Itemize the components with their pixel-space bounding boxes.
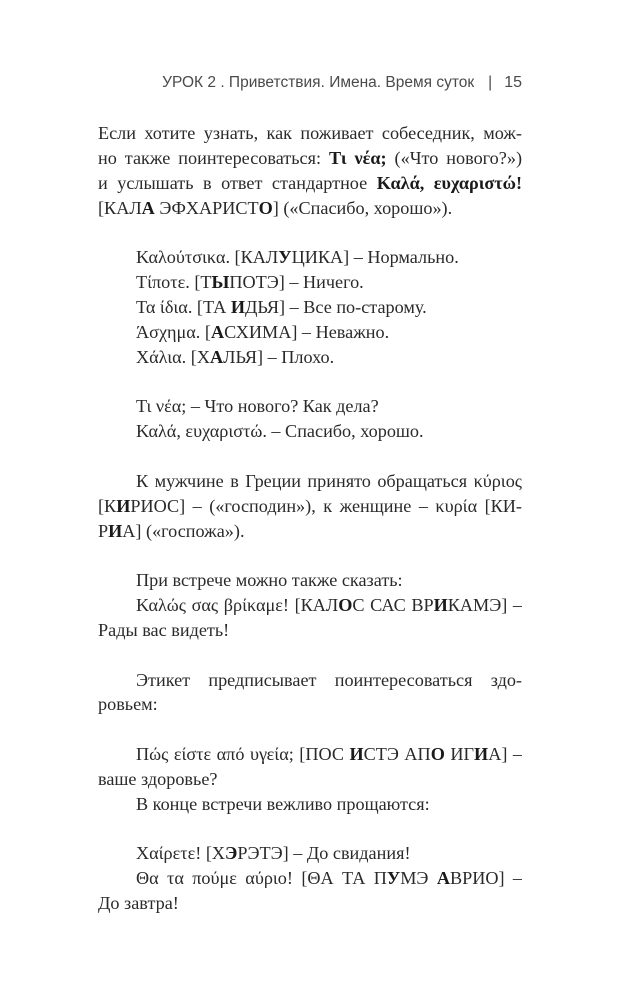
stressed-text: Э [225,843,238,864]
text-segment: Р [98,520,109,541]
stressed-text: У [386,868,401,889]
header-separator: | [488,74,493,91]
blank-line [98,717,522,742]
text-line [98,767,522,792]
text-segment: До завтра! [98,893,179,914]
stressed-text: О [258,197,273,218]
stressed-text: Τι νέα; [329,147,387,168]
text-segment: РИОС] – («господин»), к женщине – κυρία [КИ- [130,495,522,516]
blank-line [98,369,522,394]
text-segment: СТЭ АП [363,744,431,765]
text-segment: но также поинтересоваться: [98,147,330,168]
text-segment: [КАЛ [98,197,142,218]
stressed-text: И [433,595,448,616]
text-line [98,593,522,618]
text-segment: Καλούτσικα. [КАЛ [136,247,279,268]
stressed-text: А [210,321,225,342]
text-segment: Если хотите узнать, как поживает собеседник, мож- [98,123,522,143]
text-segment: Άσχημα. [ [136,321,211,342]
text-line [98,568,522,593]
text-segment: ПОТЭ] – Ничего. [229,272,364,293]
text-segment: Τα ίδια. [ТА [136,296,231,317]
text-segment: ДЬЯ] – Все по-старому. [245,296,427,317]
text-line [98,320,522,345]
blank-line [98,220,522,245]
stressed-text: И [230,296,246,317]
text-line [98,419,522,444]
stressed-text: А [436,868,450,889]
text-line [98,245,522,270]
text-segment: А] («госпожа»). [122,520,245,541]
text-line [98,841,522,866]
text-line [98,171,522,196]
text-segment: Τίποτε. [Т [136,272,212,293]
text-segment: ИГ [444,744,475,765]
text-line [98,792,522,817]
text-line [98,891,522,916]
text-segment: В конце встречи вежливо прощаются: [136,793,430,814]
blank-line [98,543,522,568]
stressed-text: Καλά, ευχαριστώ! [376,172,522,193]
running-title: УРОК 2 . Приветствия. Имена. Время суток [162,74,475,91]
text-segment: Θα τα πούμε αύριο! [ΘА ТА П [136,868,387,889]
stressed-text: И [474,744,489,765]
text-segment: ВРИО] – [449,868,522,889]
text-segment: С САС ВР [352,595,434,616]
blank-line [98,444,522,469]
text-segment: Τι νέα; – Что нового? Как дела? [136,396,379,417]
text-segment: ЭФХАРИСТ [154,197,259,218]
text-segment: Χάλια. [Х [136,346,210,367]
stressed-text: У [278,247,292,268]
text-line [98,146,522,171]
text-line [98,519,522,544]
stressed-text: Ы [211,272,230,293]
text-segment: СХИМА] – Неважно. [224,321,390,342]
text-segment: МЭ [400,868,437,889]
text-line [98,742,522,767]
text-segment: Καλά, ευχαριστώ. – Спасибо, хорошо. [136,421,424,442]
text-line [98,270,522,295]
stressed-text: А [209,346,224,367]
text-segment: ЦИКА] – Нормально. [291,247,459,268]
text-segment: ] («Спасибо, хорошо»). [272,197,453,218]
text-segment: КАМЭ] – [447,595,522,616]
text-segment: РЭТЭ] – До свидания! [237,843,411,864]
stressed-text: И [349,744,364,765]
text-line [98,469,522,494]
text-segment: («Что нового?») [386,147,522,168]
text-segment: [К [98,495,117,516]
text-segment: ваше здоровье? [98,768,218,789]
page-number: 15 [504,74,522,91]
text-line [98,345,522,370]
text-line [98,196,522,221]
text-line [98,295,522,320]
stressed-text: О [338,595,353,616]
text-line [98,121,522,146]
text-segment: ЛЬЯ] – Плохо. [223,346,335,367]
text-segment: Χαίρετε! [Х [136,843,226,864]
stressed-text: И [116,495,131,516]
text-line [98,692,522,717]
text-segment: Рады вас видеть! [98,619,230,640]
text-line [98,668,522,693]
text-segment: Πώς είστε από υγεία; [ПОС [136,744,350,765]
text-segment: К мужчине в Греции принято обращаться κύριος [136,470,522,491]
text-segment: ровьем: [98,694,158,715]
text-segment: Καλώς σας βρίκαμε! [КАЛ [136,595,339,616]
text-segment: и услышать в ответ стандартное [98,172,377,193]
stressed-text: И [108,520,123,541]
text-segment: Этикет предписывает поинтересоваться здо- [136,669,522,690]
page-body [98,121,522,916]
stressed-text: А [141,197,155,218]
text-line [98,494,522,519]
text-segment: А] – [488,744,522,765]
stressed-text: О [430,744,445,765]
text-line [98,866,522,891]
running-header [162,74,522,92]
text-segment: При встрече можно также сказать: [136,570,403,591]
blank-line [98,643,522,668]
text-line [98,394,522,419]
blank-line [98,817,522,842]
text-line [98,618,522,643]
